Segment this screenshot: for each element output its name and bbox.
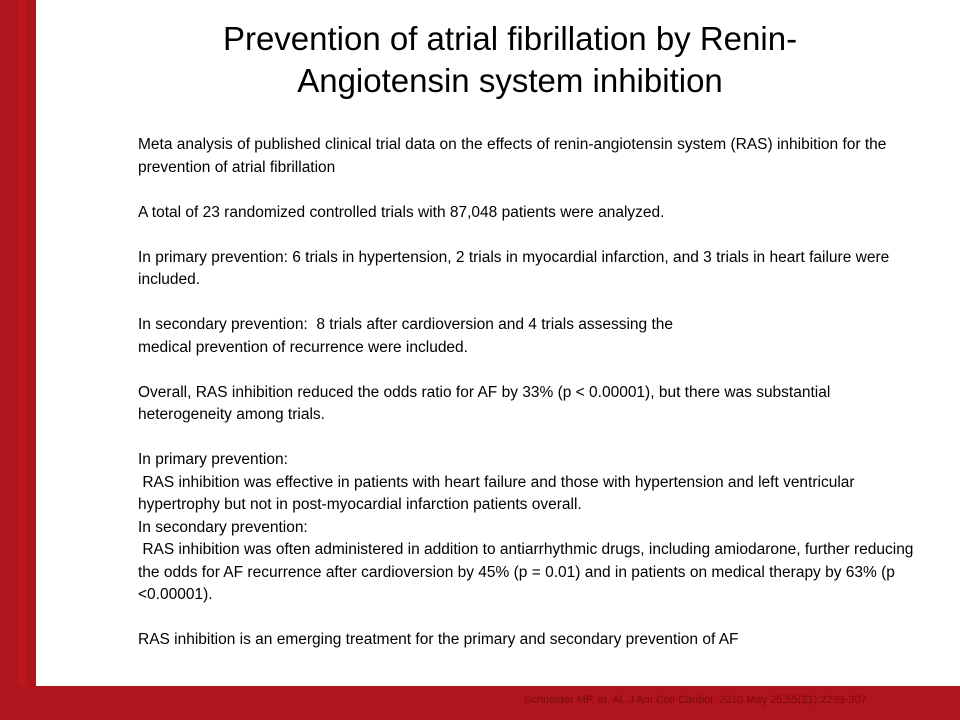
paragraph-conclusion: RAS inhibition is an emerging treatment for the primary and secondary prevention of AF xyxy=(138,631,739,648)
paragraph-meta-analysis: Meta analysis of published clinical trial data on the effects of renin-angiotensin system (RAS) inhibition for the prevention of atrial fibrillation xyxy=(138,136,891,176)
paragraph-spacer xyxy=(138,179,928,202)
paragraph-spacer xyxy=(138,359,928,382)
paragraph-spacer xyxy=(138,224,928,247)
left-accent-band xyxy=(0,0,36,720)
paragraph-secondary-prevention-trials: In secondary prevention: 8 trials after cardioversion and 4 trials assessing the medical prevention of recurrence were included. xyxy=(138,316,674,356)
paragraph-primary-prevention-trials: In primary prevention: 6 trials in hypertension, 2 trials in myocardial infarction, and 3 trials in heart failure were included. xyxy=(138,248,894,288)
paragraph-spacer xyxy=(138,427,928,450)
citation: Schneider MP, et. Al. J Am Coll Cardiol. 2010 May 25;55(21):2299-307 xyxy=(524,694,867,706)
slide-title-line-1: Prevention of atrial fibrillation by Renin- xyxy=(222,20,798,57)
slide-title-line-2: Angiotensin system inhibition xyxy=(297,62,723,99)
paragraph-trials-total: A total of 23 randomized controlled trials with 87,048 patients were analyzed. xyxy=(138,203,665,221)
slide-body xyxy=(138,134,928,652)
left-accent-stripe xyxy=(18,0,26,720)
paragraph-overall-result: Overall, RAS inhibition reduced the odds ratio for AF by 33% (p < 0.00001), but there was substantial heterogeneity among trials. xyxy=(138,383,835,423)
paragraph-spacer xyxy=(138,607,928,630)
paragraph-spacer xyxy=(138,292,928,315)
slide-title xyxy=(130,18,890,102)
paragraph-prevention-details: In primary prevention: RAS inhibition was effective in patients with heart failure and those with hypertension and left ventricular hypertrophy but not in post-myocardial infarction patients overall. In secondary prevention: RAS inhibition was often administered in addition to antiarrhythmic drugs, including amiodarone, further reducing the odds for AF recurrence after cardioversion by 45% (p = 0.01) and in patients on medical therapy by 63% (p <0.00001). xyxy=(138,451,914,603)
